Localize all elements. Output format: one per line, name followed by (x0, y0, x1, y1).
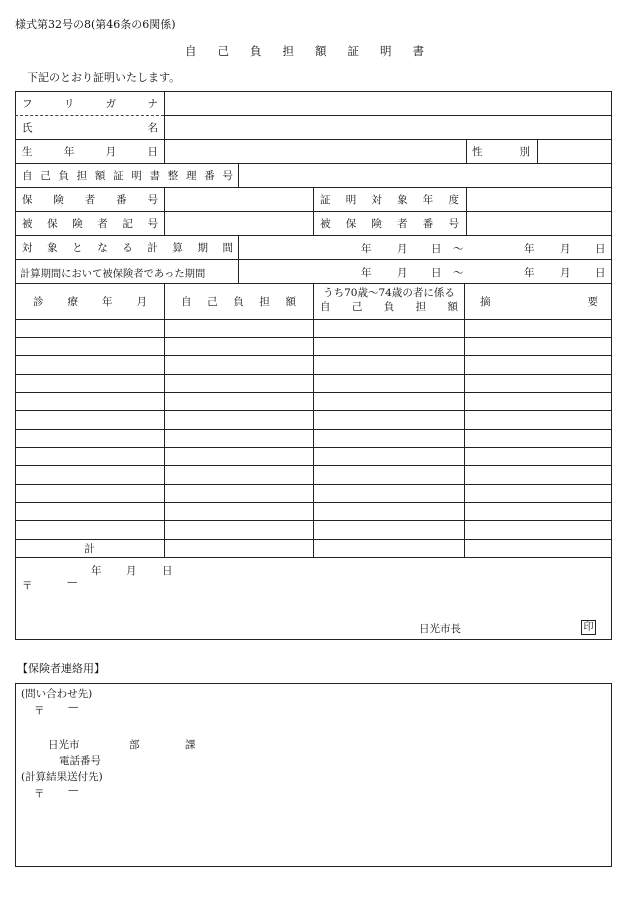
phone-label: 電話番号 (59, 755, 101, 767)
seal-mark: 印 (581, 620, 596, 635)
postal-mark: 〒 (22, 580, 33, 592)
label-name: 氏 名 (22, 122, 158, 134)
postal-dash: — (67, 576, 78, 588)
label-cert-number: 自 己 負 担 額 証 明 書 整 理 番 号 (22, 170, 233, 182)
label-sex: 性 別 (472, 146, 530, 158)
inquiry-postal-dash: — (68, 701, 79, 713)
mayor-label: 日光市長 (419, 623, 461, 635)
label-insured-symbol: 被 保 険 者 記 号 (22, 218, 158, 230)
label-insured-number: 被 保 険 者 番 号 (320, 218, 459, 230)
label-target-fiscal-year: 証 明 対 象 年 度 (320, 194, 459, 206)
contact-heading: 【保険者連絡用】 (17, 662, 105, 675)
section-label: 課 (185, 739, 196, 751)
col-treatment-month: 診 療 年 月 (33, 296, 147, 308)
city-label: 日光市 (48, 739, 80, 751)
inquiry-postal-mark: 〒 (34, 705, 45, 717)
issue-day: 日 (162, 565, 173, 577)
form-number: 様式第32号の8(第46条の6関係) (15, 18, 176, 31)
label-furigana: フ リ ガ ナ (22, 98, 158, 110)
send-to-label: (計算結果送付先) (21, 771, 103, 783)
contact-box (15, 683, 612, 867)
label-insured-period: 計算期間において被保険者であった期間 (20, 268, 206, 280)
send-to-postal-mark: 〒 (34, 788, 45, 800)
total-label: 計 (84, 543, 95, 555)
col-70-74-payment: うち70歳〜74歳の者に係る 自 己 負 担 額 (320, 287, 458, 313)
label-birthdate: 生 年 月 日 (22, 146, 158, 158)
inquiry-label: (問い合わせ先) (21, 688, 93, 700)
issue-month: 月 (126, 565, 137, 577)
col-self-payment: 自 己 負 担 額 (181, 296, 296, 308)
dept-label: 部 (129, 739, 140, 751)
document-title: 自己負担額証明書 (185, 44, 445, 58)
intro-text: 下記のとおり証明いたします。 (27, 71, 181, 84)
label-insurer-number: 保 険 者 番 号 (22, 194, 158, 206)
col-remarks: 摘 要 (480, 296, 598, 308)
label-calc-period: 対 象 と な る 計 算 期 間 (22, 242, 233, 254)
send-to-postal-dash: — (68, 784, 79, 796)
issue-year: 年 (91, 565, 102, 577)
